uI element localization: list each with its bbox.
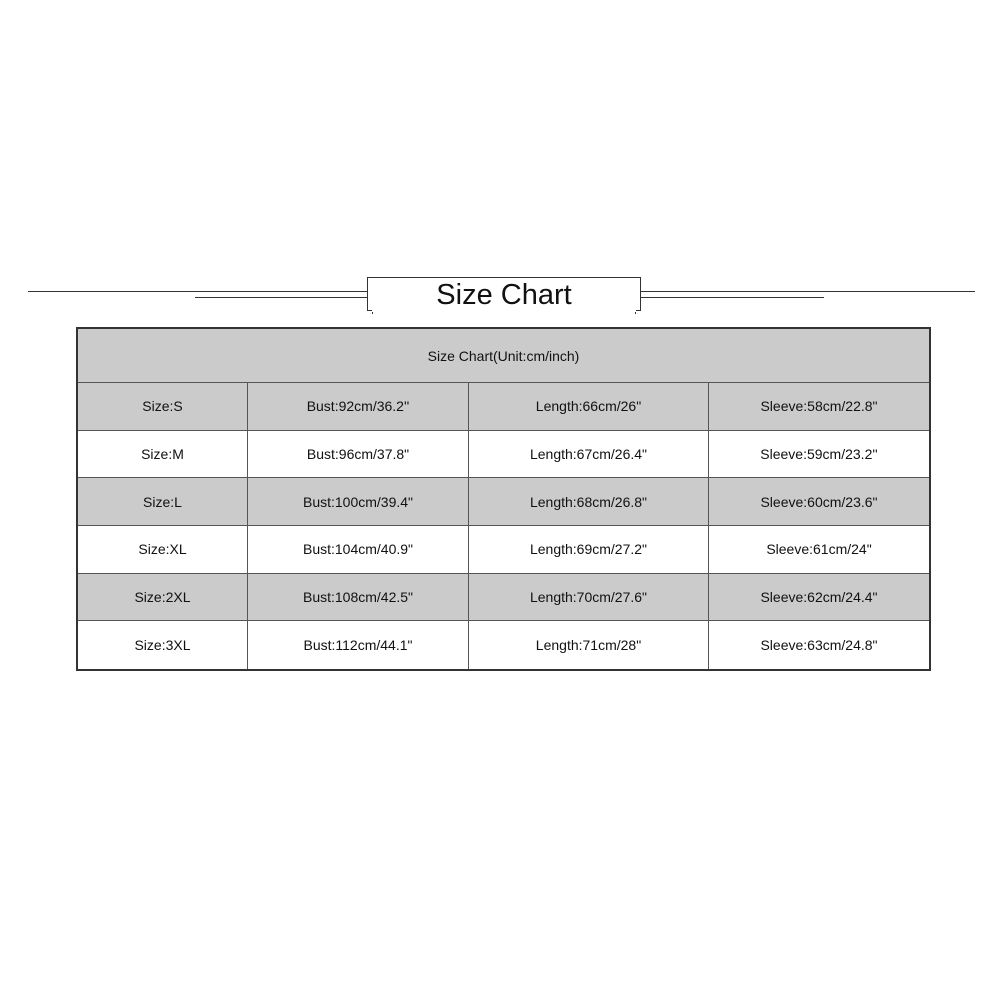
table-row — [77, 621, 930, 670]
table-row — [77, 573, 930, 621]
bust-cell: Bust:100cm/39.4" — [248, 478, 469, 526]
bust-cell: Bust:108cm/42.5" — [248, 573, 469, 621]
title-rule-right-short — [641, 297, 824, 298]
length-cell: Length:70cm/27.6" — [469, 573, 709, 621]
table-row — [77, 383, 930, 431]
length-cell: Length:67cm/26.4" — [469, 430, 709, 478]
title-rule-right-long — [641, 291, 975, 292]
size-cell: Size:L — [77, 478, 248, 526]
page-title: Size Chart — [372, 278, 636, 312]
sleeve-cell: Sleeve:63cm/24.8" — [709, 621, 931, 670]
bust-cell: Bust:104cm/40.9" — [248, 526, 469, 574]
title-frame — [367, 277, 641, 311]
size-cell: Size:2XL — [77, 573, 248, 621]
size-cell: Size:S — [77, 383, 248, 431]
bust-cell: Bust:92cm/36.2'' — [248, 383, 469, 431]
title-rule-left-short — [195, 297, 368, 298]
title-rule-left-long — [28, 291, 368, 292]
size-cell: Size:XL — [77, 526, 248, 574]
size-cell: Size:M — [77, 430, 248, 478]
table-caption: Size Chart(Unit:cm/inch) — [77, 328, 930, 383]
table-row — [77, 478, 930, 526]
size-chart-table — [76, 327, 931, 671]
length-cell: Length:68cm/26.8" — [469, 478, 709, 526]
length-cell: Length:71cm/28" — [469, 621, 709, 670]
sleeve-cell: Sleeve:62cm/24.4" — [709, 573, 931, 621]
table-row — [77, 526, 930, 574]
size-cell: Size:3XL — [77, 621, 248, 670]
length-cell: Length:69cm/27.2" — [469, 526, 709, 574]
sleeve-cell: Sleeve:60cm/23.6" — [709, 478, 931, 526]
sleeve-cell: Sleeve:61cm/24" — [709, 526, 931, 574]
sleeve-cell: Sleeve:59cm/23.2'' — [709, 430, 931, 478]
table-row — [77, 430, 930, 478]
bust-cell: Bust:96cm/37.8" — [248, 430, 469, 478]
sleeve-cell: Sleeve:58cm/22.8" — [709, 383, 931, 431]
bust-cell: Bust:112cm/44.1" — [248, 621, 469, 670]
table-caption-row — [77, 328, 930, 383]
length-cell: Length:66cm/26" — [469, 383, 709, 431]
